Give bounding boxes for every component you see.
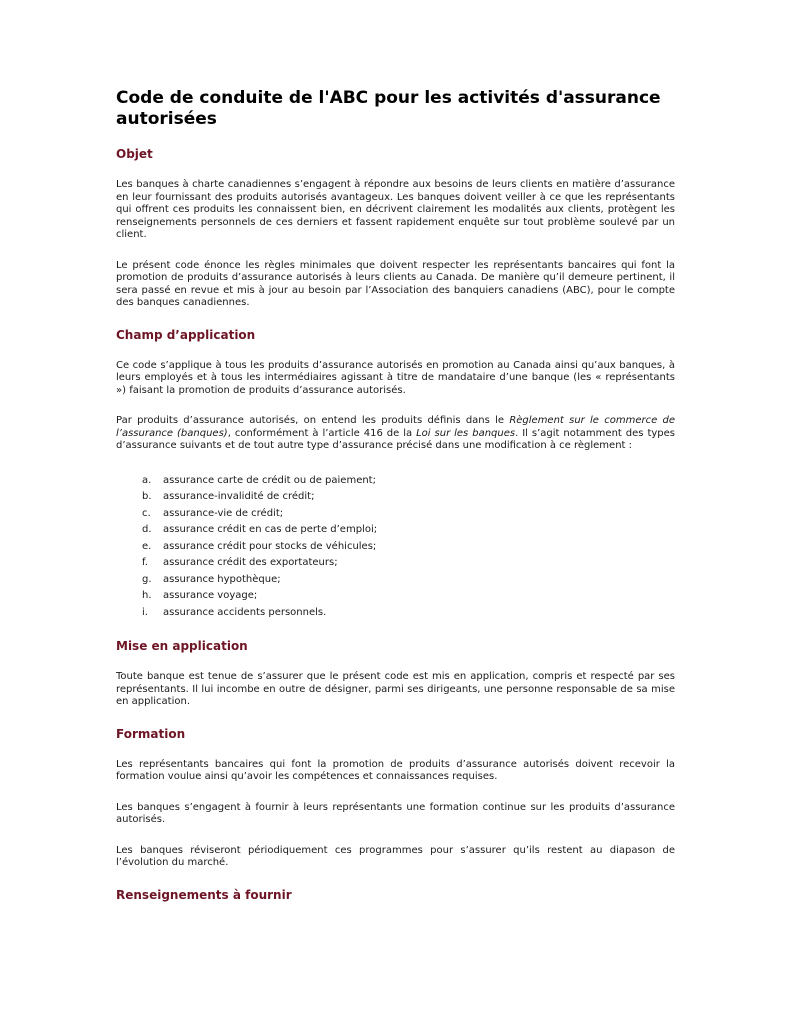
list-item: [116, 491, 675, 508]
section-heading-formation: Formation: [116, 726, 186, 741]
section-heading-renseignements: Renseignements à fournir: [116, 887, 292, 902]
list-item-text: assurance hypothèque;: [163, 573, 281, 585]
paragraph-formation-2: Les banques s’engagent à fournir à leurs représentants une formation continue sur les produits d’assurance autorisés.: [116, 801, 675, 825]
list-item-text: assurance accidents personnels.: [163, 606, 327, 618]
text-segment: . Il s’agit notamment des types d’assurance suivants et de tout autre type d’assurance précisé dans une modification à ce règlement :: [116, 427, 675, 451]
list-item-text: assurance crédit pour stocks de véhicules;: [163, 540, 377, 552]
list-item: [116, 590, 675, 607]
list-marker: g.: [142, 573, 152, 585]
list-item: [116, 607, 675, 624]
list-marker: b.: [142, 491, 152, 502]
list-marker: h.: [142, 590, 152, 601]
law-title: Loi sur les banques: [416, 427, 516, 439]
list-marker: c.: [142, 507, 151, 519]
paragraph-formation-3: Les banques réviseront périodiquement ces programmes pour s’assurer qu’ils restent au diapason de l’évolution du marché.: [116, 844, 675, 868]
paragraph-formation-1: Les représentants bancaires qui font la promotion de produits d’assurance autorisés doivent recevoir la formation voulue ainsi qu’avoir les compétences et connaissances requises.: [116, 758, 675, 782]
paragraph-mise-1: Toute banque est tenue de s’assurer que le présent code est mis en application, compris et respecté par ses représentants. Il lui incombe en outre de désigner, parmi ses dirigeants, une personne responsable de sa mise en application.: [116, 671, 675, 707]
regulation-title: Règlement sur le commerce de l’assurance (banques): [116, 415, 675, 439]
list-marker: e.: [142, 540, 152, 552]
document-title: Code de conduite de l'ABC pour les activités d'assurance autorisées: [116, 88, 661, 129]
list-item: [116, 475, 675, 492]
paragraph-objet-1: Les banques à charte canadiennes s’engagent à répondre aux besoins de leurs clients en matière d’assurance en leur fournissant des produits autorisés avantageux. Les banques doivent veiller à ce que les représentants qui offrent ces produits les connaissent bien, en décrivent clairement les modalités aux clients, protègent les renseignements personnels de ces derniers et fassent rapidement enquête sur tout problème soulevé par un client.: [116, 179, 675, 240]
paragraph-objet-2: Le présent code énonce les règles minimales que doivent respecter les représentants bancaires qui font la promotion de produits d’assurance autorisés à leurs clients au Canada. De manière qu’il demeure pertinent, il sera passé en revue et mis à jour au besoin par l’Association des banquiers canadiens (ABC), pour le compte des banques canadiennes.: [116, 259, 675, 308]
list-item-text: assurance-vie de crédit;: [163, 507, 284, 519]
document-page: [116, 88, 675, 903]
list-item-text: assurance crédit des exportateurs;: [163, 557, 338, 568]
section-heading-objet: Objet: [116, 147, 153, 161]
section-heading-champ: Champ d’application: [116, 327, 256, 342]
list-marker: i.: [142, 606, 148, 618]
section-heading-mise-en-application: Mise en application: [116, 639, 248, 653]
paragraph-champ-1: Ce code s’applique à tous les produits d’assurance autorisés en promotion au Canada ainsi qu’aux banques, à leurs employés et à tous les intermédiaires agissant à titre de mandataire d’une banque (les « représentants ») faisant la promotion de produits d’assurance autorisés.: [116, 359, 675, 396]
list-item-text: assurance crédit en cas de perte d’emploi;: [163, 524, 378, 535]
list-item-text: assurance carte de crédit ou de paiement;: [163, 474, 376, 486]
list-item: [116, 557, 675, 574]
list-marker: f.: [142, 557, 148, 568]
list-item-text: assurance-invalidité de crédit;: [163, 491, 315, 502]
text-segment: Par produits d’assurance autorisés, on entend les produits définis dans le: [116, 415, 510, 426]
list-item: [116, 524, 675, 541]
list-marker: d.: [142, 524, 152, 535]
list-marker: a.: [142, 474, 152, 486]
list-item: [116, 541, 675, 558]
list-item: [116, 508, 675, 525]
list-item-text: assurance voyage;: [163, 590, 258, 601]
paragraph-champ-2: [116, 415, 675, 453]
list-item: [116, 574, 675, 591]
insurance-types-list: [116, 475, 675, 624]
text-segment: , conformément à l’article 416 de la: [227, 427, 417, 439]
